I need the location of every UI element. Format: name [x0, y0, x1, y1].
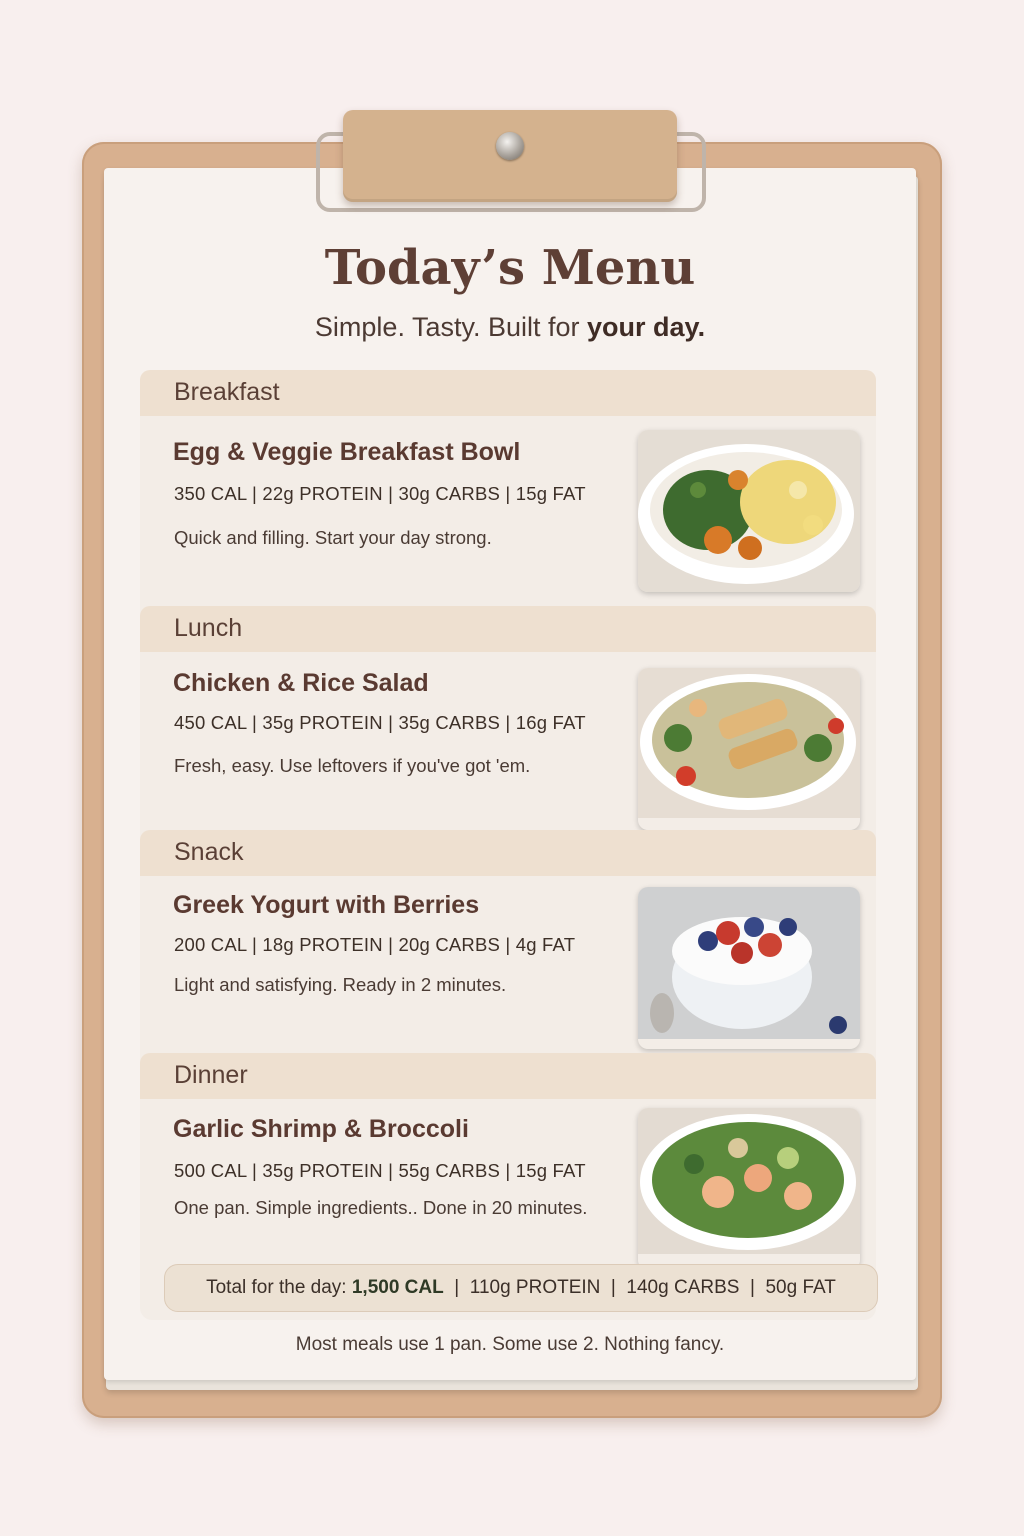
meal-description: Quick and filling. Start your day strong. [174, 527, 492, 548]
section-header-lunch [140, 606, 876, 652]
shrimp-broccoli-photo-icon [638, 1108, 860, 1270]
meal-description: Fresh, easy. Use leftovers if you've got 'em. [174, 755, 531, 776]
total-macros: | 110g PROTEIN | 140g CARBS | 50g FAT [443, 1277, 836, 1298]
chicken-rice-salad-photo-icon [638, 668, 860, 830]
total-calories: 1,500 CAL [351, 1277, 444, 1298]
section-label: Breakfast [174, 378, 280, 406]
total-label: Total for the day: [206, 1277, 352, 1298]
meal-macros: 350 CAL | 22g PROTEIN | 30g CARBS | 15g FAT [174, 483, 586, 504]
clip-rivet-icon [496, 132, 524, 160]
meal-description: Light and satisfying. Ready in 2 minutes. [174, 974, 507, 995]
section-label: Dinner [174, 1061, 248, 1089]
meal-name: Greek Yogurt with Berries [173, 891, 480, 919]
subtitle-lead: Simple. Tasty. Built for [314, 312, 588, 342]
section-header-dinner [140, 1053, 876, 1099]
daily-total-bar [164, 1264, 878, 1312]
meal-macros: 200 CAL | 18g PROTEIN | 20g CARBS | 4g FAT [174, 934, 576, 955]
page-subtitle [104, 312, 916, 343]
egg-veggie-bowl-photo-icon [638, 430, 860, 592]
meal-macros: 450 CAL | 35g PROTEIN | 35g CARBS | 16g FAT [174, 712, 586, 733]
meal-name: Chicken & Rice Salad [173, 669, 429, 697]
section-label: Snack [174, 838, 244, 866]
section-label: Lunch [174, 614, 243, 642]
footnote: Most meals use 1 pan. Some use 2. Nothing fancy. [295, 1334, 725, 1355]
page-title: Today’s Menu [324, 240, 696, 296]
subtitle-emphasis: your day. [587, 312, 706, 342]
meal-description: One pan. Simple ingredients.. Done in 20 minutes. [174, 1197, 588, 1218]
section-header-breakfast [140, 370, 876, 416]
meal-macros: 500 CAL | 35g PROTEIN | 55g CARBS | 15g FAT [174, 1160, 586, 1181]
meal-name: Egg & Veggie Breakfast Bowl [173, 438, 521, 466]
yogurt-berries-photo-icon [638, 887, 860, 1049]
section-header-snack [140, 830, 876, 876]
meal-name: Garlic Shrimp & Broccoli [173, 1115, 469, 1143]
